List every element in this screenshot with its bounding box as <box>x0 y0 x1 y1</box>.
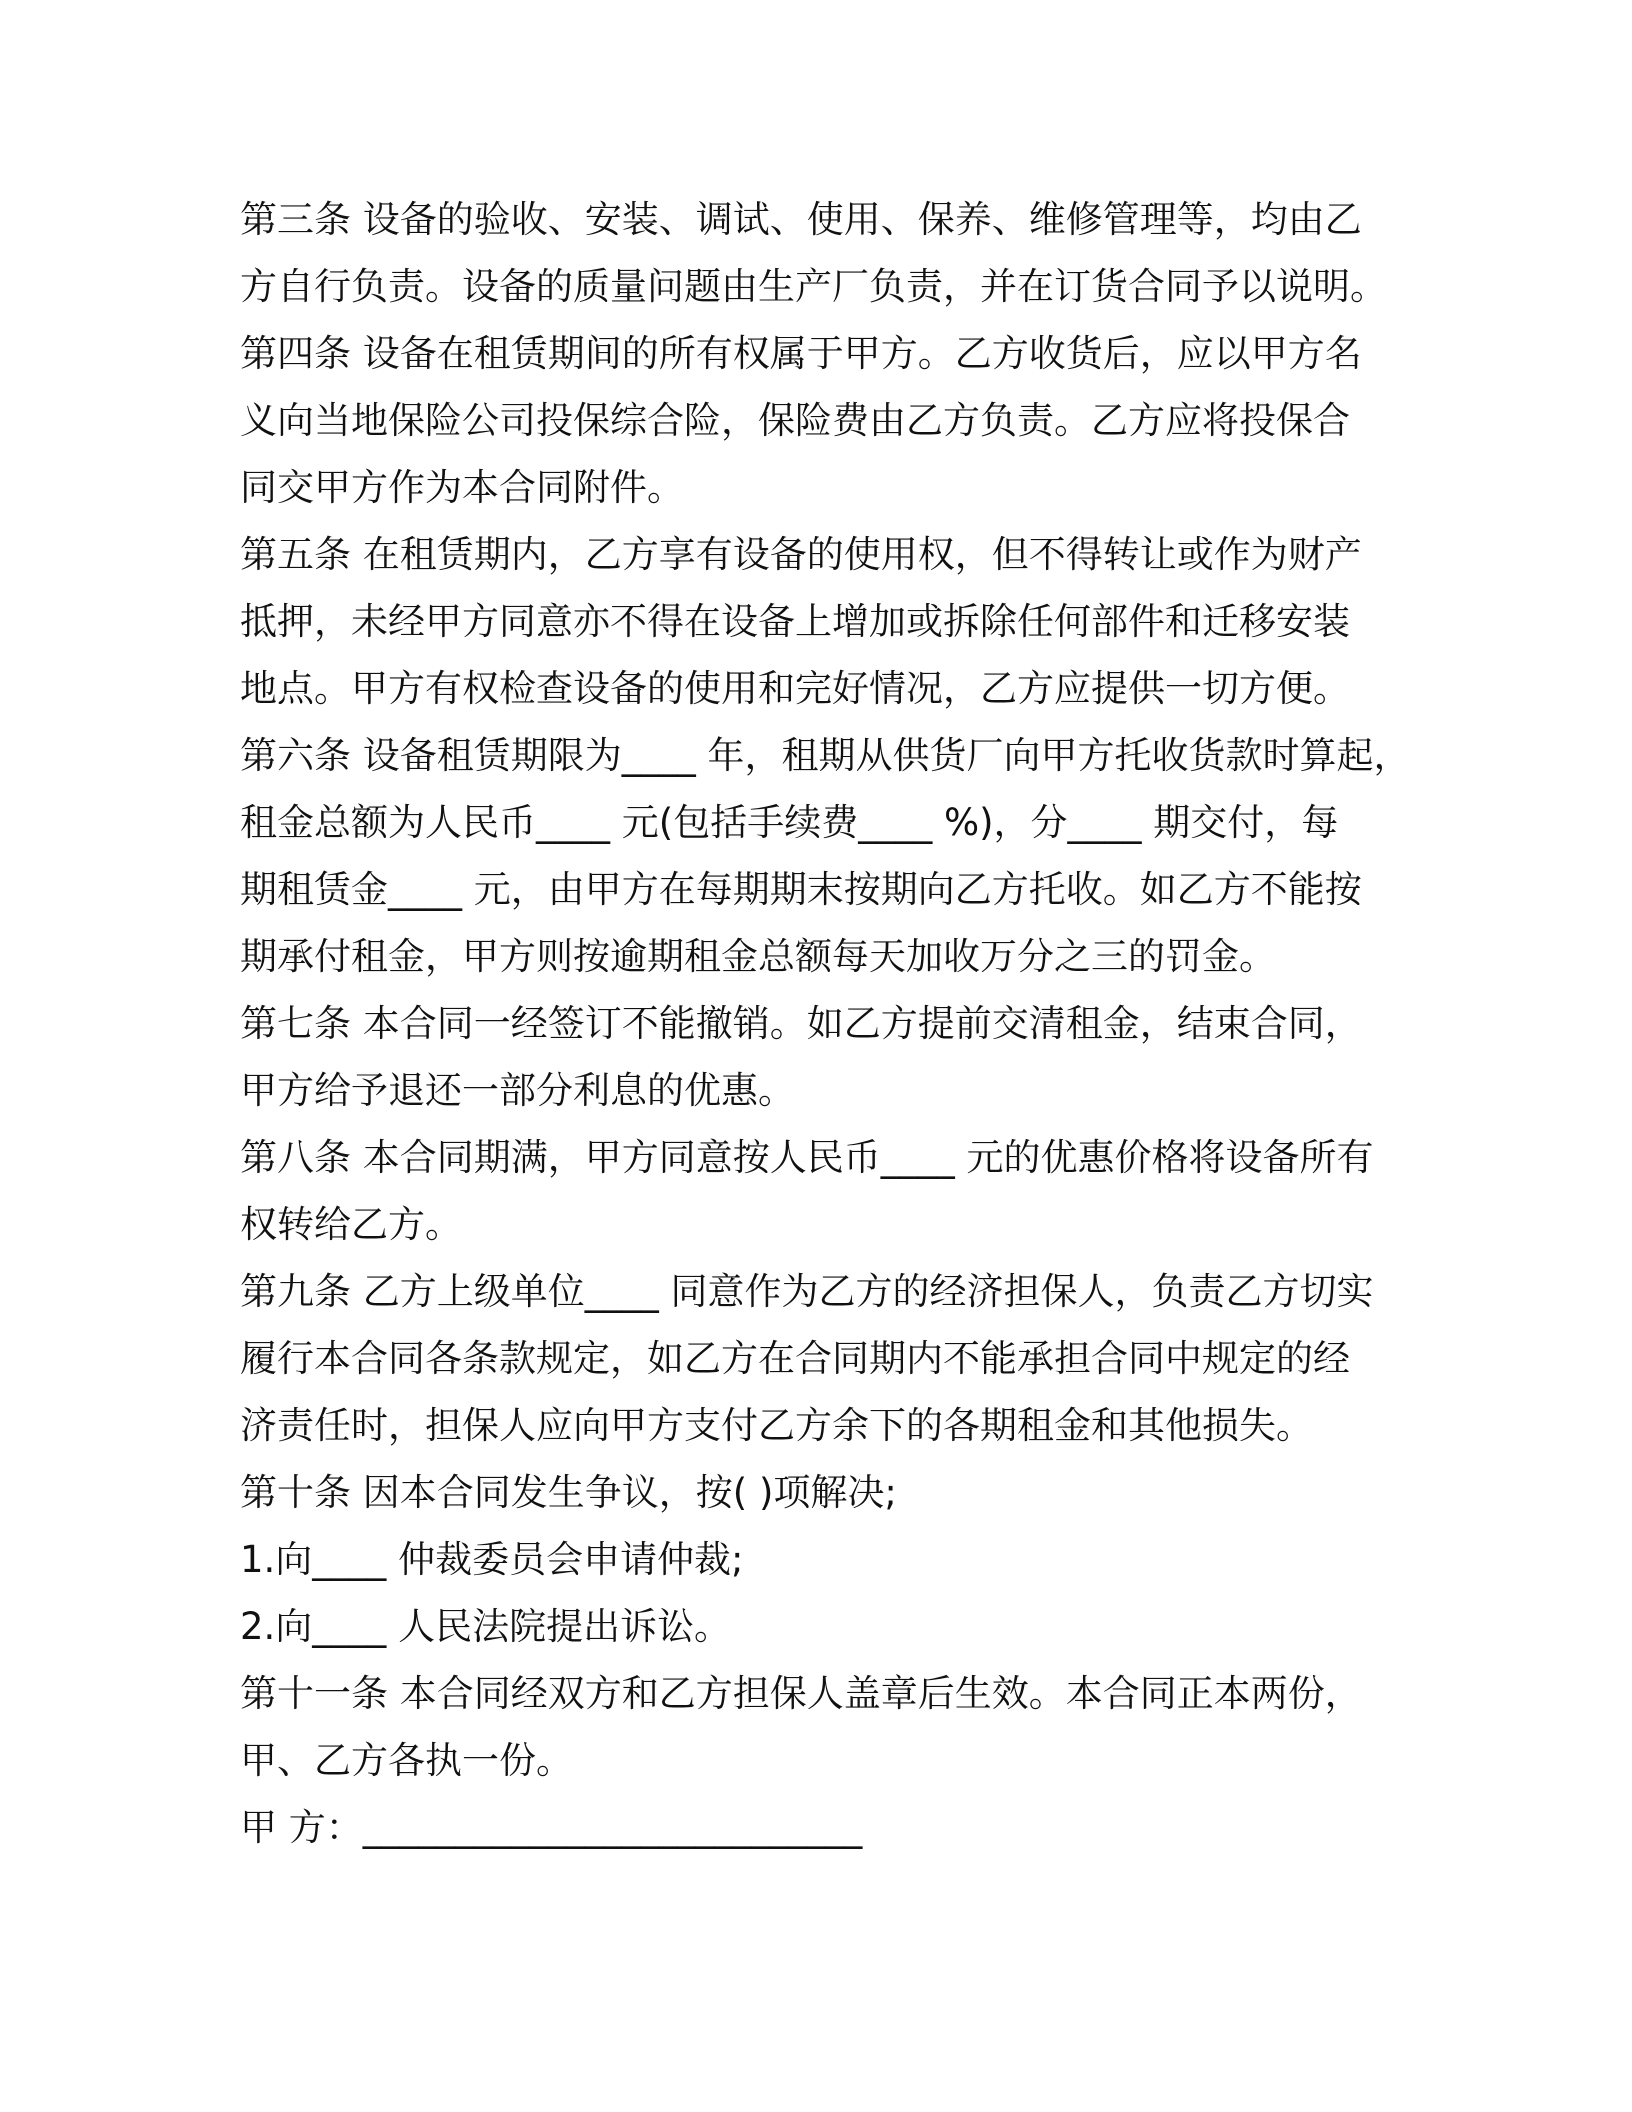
text-line-5: 同交甲方作为本合同附件。 <box>240 466 684 509</box>
text-line-10: 租金总额为人民币____ 元(包括手续费____ %)，分____ 期交付，每 <box>240 801 1339 844</box>
text-line-2: 方自行负责。设备的质量问题由生产厂负责，并在订货合同予以说明。 <box>240 265 1387 308</box>
text-line-4: 义向当地保险公司投保综合险，保险费由乙方负责。乙方应将投保合 <box>240 399 1350 442</box>
text-line-22: 2.向____ 人民法院提出诉讼。 <box>240 1605 732 1648</box>
text-line-24: 甲、乙方各执一份。 <box>240 1739 573 1782</box>
text-line-23: 第十一条 本合同经双方和乙方担保人盖章后生效。本合同正本两份， <box>240 1672 1362 1715</box>
text-line-17: 第九条 乙方上级单位____ 同意作为乙方的经济担保人，负责乙方切实 <box>240 1270 1374 1313</box>
text-line-12: 期承付租金，甲方则按逾期租金总额每天加收万分之三的罚金。 <box>240 935 1276 978</box>
signature-line-party-a: 甲 方：___________________________ <box>240 1806 863 1849</box>
text-line-11: 期租赁金____ 元，由甲方在每期期末按期向乙方托收。如乙方不能按 <box>240 868 1362 911</box>
text-line-7: 抵押，未经甲方同意亦不得在设备上增加或拆除任何部件和迁移安装 <box>240 600 1350 643</box>
text-line-15: 第八条 本合同期满，甲方同意按人民币____ 元的优惠价格将设备所有 <box>240 1136 1374 1179</box>
contract-body <box>240 186 1420 1861</box>
text-line-13: 第七条 本合同一经签订不能撤销。如乙方提前交清租金，结束合同， <box>240 1002 1362 1045</box>
text-line-14: 甲方给予退还一部分利息的优惠。 <box>240 1069 795 1112</box>
text-line-3: 第四条 设备在租赁期间的所有权属于甲方。乙方收货后，应以甲方名 <box>240 332 1362 375</box>
text-line-1: 第三条 设备的验收、安装、调试、使用、保养、维修管理等，均由乙 <box>240 198 1362 241</box>
text-line-20: 第十条 因本合同发生争议，按( )项解决; <box>240 1471 897 1514</box>
text-line-19: 济责任时，担保人应向甲方支付乙方余下的各期租金和其他损失。 <box>240 1404 1313 1447</box>
text-line-9: 第六条 设备租赁期限为____ 年，租期从供货厂向甲方托收货款时算起， <box>240 734 1411 777</box>
text-line-16: 权转给乙方。 <box>240 1203 462 1246</box>
text-line-8: 地点。甲方有权检查设备的使用和完好情况，乙方应提供一切方便。 <box>240 667 1350 710</box>
text-line-21: 1.向____ 仲裁委员会申请仲裁; <box>240 1538 744 1581</box>
text-line-6: 第五条 在租赁期内，乙方享有设备的使用权，但不得转让或作为财产 <box>240 533 1362 576</box>
text-line-18: 履行本合同各条款规定，如乙方在合同期内不能承担合同中规定的经 <box>240 1337 1350 1380</box>
